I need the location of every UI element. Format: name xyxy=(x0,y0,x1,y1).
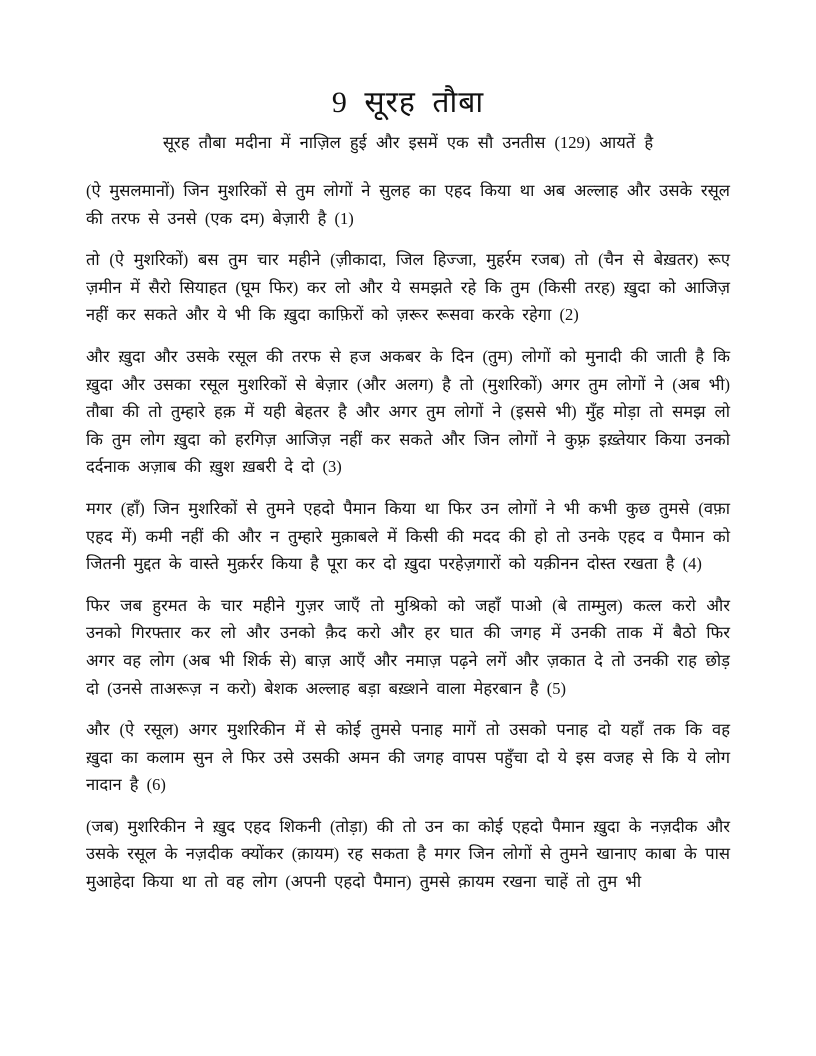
verse-paragraph-3: और ख़ुदा और उसके रसूल की तरफ से हज अकबर के दिन (तुम) लोगों को मुनादी की जाती है कि ख़ुदा और उसका रसूल मुशरिकों से बेज़ार (और अलग) है तो (मुशरिकों) अगर तुम लोगों ने (अब भी) तौबा की तो तुम्हारे हक़ में यही बेहतर है और अगर तुम लोगों ने (इससे भी) मुँह मोड़ा तो समझ लो कि तुम लोग ख़ुदा को हरगिज़ आजिज़ नहीं कर सकते और जिन लोगों ने कुफ़्र इख़्तेयार किया उनको दर्दनाक अज़ाब की ख़ुश ख़बरी दे दो (3) xyxy=(86,346,730,477)
surah-subtitle: सूरह तौबा मदीना में नाज़िल हुई और इसमें एक सौ उनतीस (129) आयतें है xyxy=(162,133,654,152)
verse-paragraph-7: (जब) मुशरिकीन ने ख़ुद एहद शिकनी (तोड़ा) की तो उन का कोई एहदो पैमान ख़ुदा के नज़दीक और उसके रसूल के नज़दीक क्योंकर (क़ायम) रह सकता है मगर जिन लोगों से तुमने खानाए काबा के पास मुआहेदा किया था तो वह लोग (अपनी एहदो पैमान) तुमसे क़ायम रखना चाहें तो तुम भी xyxy=(86,816,730,892)
verse-paragraph-2: तो (ऐ मुशरिकों) बस तुम चार महीने (ज़ीकादा, जिल हिज्जा, मुहर्रम रजब) तो (चैन से बेख़तर) रूए ज़मीन में सैरो सियाहत (घूम फिर) कर लो और ये समझते रहे कि तुम (किसी तरह) ख़ुदा को आजिज़ नहीं कर सकते और ये भी कि ख़ुदा काफ़िरों को ज़रूर रूसवा करके रहेगा (2) xyxy=(86,250,730,325)
verse-paragraph-4: मगर (हाँ) जिन मुशरिकों से तुमने एहदो पैमान किया था फिर उन लोगों ने भी कभी कुछ तुमसे (वफ़ा एहद में) कमी नहीं की और न तुम्हारे मुक़ाबले में किसी की मदद की हो तो उनके एहद व पैमान को जितनी मुद्दत के वास्ते मुक़र्रर किया है पूरा कर दो ख़ुदा परहेज़गारों को यक़ीनन दोस्त रखता है (4) xyxy=(86,498,730,574)
surah-title: 9 सूरह तौबा xyxy=(331,86,485,119)
verse-paragraph-6: और (ऐ रसूल) अगर मुशरिकीन में से कोई तुमसे पनाह मागें तो उसको पनाह दो यहाँ तक कि वह ख़ुदा का कलाम सुन ले फिर उसे उसकी अमन की जगह वापस पहुँचा दो ये इस वजह से कि ये लोग नादान है (6) xyxy=(86,720,730,795)
verse-paragraph-5: फिर जब हुरमत के चार महीने गुज़र जाएँ तो मुश्रिको को जहाँ पाओ (बे ताम्मुल) कत्ल करो और उनको गिरफ्तार कर लो और उनको क़ैद करो और हर घात की जगह में उनकी ताक में बैठो फिर अगर वह लोग (अब भी शिर्क से) बाज़ आएँ और नमाज़ पढ़ने लगें और ज़कात दे तो उनकी राह छोड़ दो (उनसे ताअरूज़ न करो) बेशक अल्लाह बड़ा बख़्शने वाला मेहरबान है (5) xyxy=(86,595,730,698)
verse-paragraph-1: (ऐ मुसलमानों) जिन मुशरिकों से तुम लोगों ने सुलह का एहद किया था अब अल्लाह और उसके रसूल की तरफ से उनसे (एक दम) बेज़ारी है (1) xyxy=(86,181,730,228)
verse-content xyxy=(86,177,730,896)
